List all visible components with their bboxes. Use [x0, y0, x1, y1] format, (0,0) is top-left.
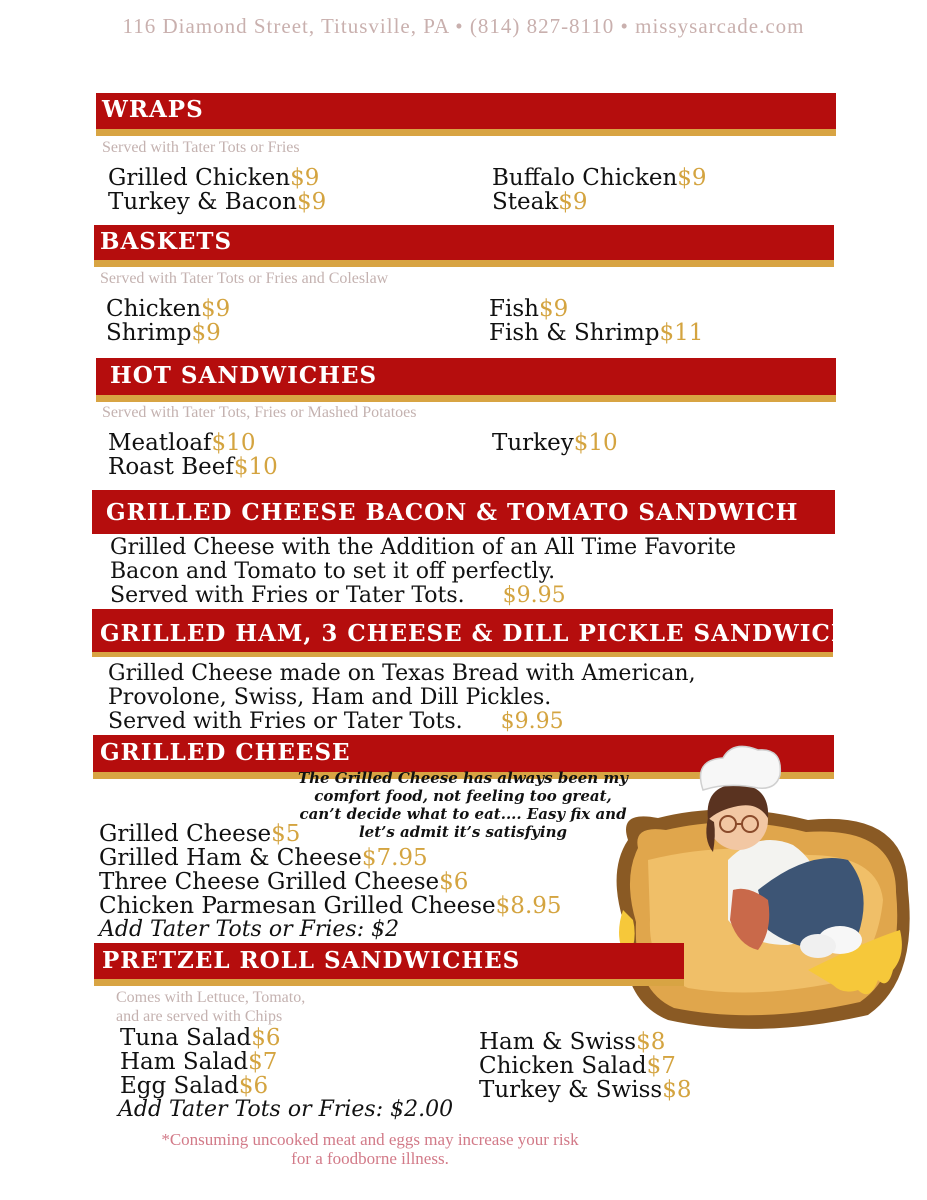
- wraps-band: [96, 93, 836, 129]
- menu-item: Chicken Parmesan Grilled Cheese$8.95: [99, 893, 562, 919]
- ham3-desc-line: Served with Fries or Tater Tots. $9.95: [108, 709, 564, 734]
- menu-item: Turkey & Swiss$8: [479, 1077, 692, 1103]
- ham3-title: GRILLED HAM, 3 CHEESE & DILL PICKLE SANDWICH: [100, 620, 854, 647]
- menu-item: Buffalo Chicken$9: [492, 165, 707, 191]
- menu-item: Shrimp$9: [106, 320, 221, 346]
- wraps-subtitle: Served with Tater Tots or Fries: [102, 139, 300, 156]
- menu-item: Tuna Salad$6: [120, 1025, 281, 1051]
- gcbt-desc-line: Served with Fries or Tater Tots. $9.95: [110, 583, 566, 608]
- baskets-title: BASKETS: [100, 228, 233, 255]
- hot-sandwiches-band-gold: [96, 395, 836, 402]
- quote-line: let’s admit it’s satisfying: [358, 823, 567, 841]
- hot-sandwiches-title: HOT SANDWICHES: [110, 362, 378, 389]
- wraps-title: WRAPS: [102, 96, 204, 123]
- menu-item: Fish & Shrimp$11: [489, 320, 704, 346]
- menu-item: Grilled Ham & Cheese$7.95: [99, 845, 428, 871]
- quote-line: The Grilled Cheese has always been my: [297, 769, 629, 787]
- ham3-band-gold: [92, 652, 833, 657]
- pretzel-subtitle: [116, 988, 305, 1026]
- menu-item: Steak$9: [492, 189, 588, 215]
- quote-line: comfort food, not feeling too great,: [314, 787, 612, 805]
- baskets-subtitle: Served with Tater Tots or Fries and Coleslaw: [100, 270, 389, 287]
- quote-line: can’t decide what to eat.... Easy fix and: [299, 805, 627, 823]
- menu-item: Grilled Chicken$9: [108, 165, 320, 191]
- pretzel-band-gold: [94, 979, 684, 986]
- wraps-band-gold: [96, 129, 836, 136]
- menu-item: Roast Beef$10: [108, 454, 278, 480]
- gcbt-desc-line: Grilled Cheese with the Addition of an All Time Favorite: [110, 535, 737, 560]
- pretzel-subtitle-line: and are served with Chips: [116, 1008, 283, 1025]
- menu-item: Ham Salad$7: [120, 1049, 278, 1075]
- menu-item: Egg Salad$6: [120, 1073, 269, 1099]
- menu-item: Ham & Swiss$8: [479, 1029, 666, 1055]
- menu-item: Fish$9: [489, 296, 569, 322]
- menu-item: Meatloaf$10: [108, 430, 256, 456]
- contact-line: 116 Diamond Street, Titusville, PA • (814) 827-8110 • missysarcade.com: [122, 14, 805, 38]
- hot-sandwiches-subtitle: Served with Tater Tots, Fries or Mashed Potatoes: [102, 404, 417, 421]
- gcbt-title: GRILLED CHEESE BACON & TOMATO SANDWICH: [106, 499, 799, 526]
- gcbt-desc-line: Bacon and Tomato to set it off perfectly.: [110, 559, 556, 584]
- ham3-desc-line: Provolone, Swiss, Ham and Dill Pickles.: [108, 685, 552, 710]
- baskets-band-gold: [94, 260, 834, 267]
- menu-item: Three Cheese Grilled Cheese$6: [99, 869, 469, 895]
- grilled-cheese-quote: [268, 769, 658, 841]
- menu-item: Turkey & Bacon$9: [108, 189, 327, 215]
- menu-item: Chicken$9: [106, 296, 231, 322]
- grilled-cheese-title: GRILLED CHEESE: [100, 739, 351, 766]
- menu-item: Grilled Cheese$5: [99, 821, 301, 847]
- pretzel-subtitle-line: Comes with Lettuce, Tomato,: [116, 989, 306, 1006]
- grilled-cheese-addon: Add Tater Tots or Fries: $2: [99, 917, 400, 942]
- pretzel-title: PRETZEL ROLL SANDWICHES: [102, 947, 521, 974]
- pretzel-addon: Add Tater Tots or Fries: $2.00: [118, 1097, 454, 1122]
- menu-item: Chicken Salad$7: [479, 1053, 676, 1079]
- menu-item: Turkey$10: [492, 430, 618, 456]
- health-warning-line: for a foodborne illness.: [291, 1149, 449, 1168]
- health-warning: [80, 1130, 660, 1168]
- ham3-desc-line: Grilled Cheese made on Texas Bread with American,: [108, 661, 696, 686]
- health-warning-line: *Consuming uncooked meat and eggs may increase your risk: [161, 1130, 579, 1149]
